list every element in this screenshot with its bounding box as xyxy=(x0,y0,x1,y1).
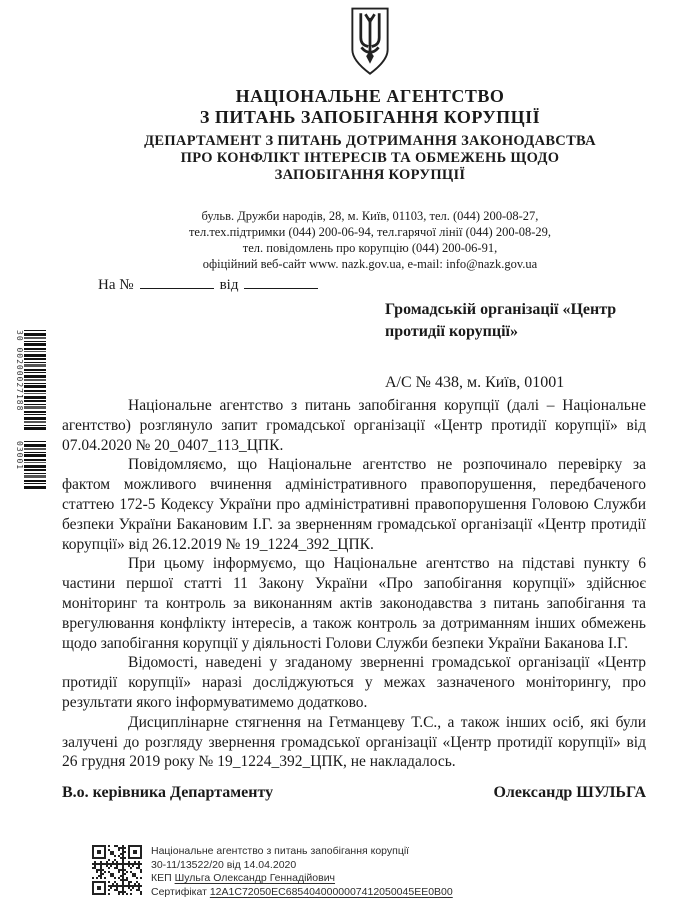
contact-hotline-line: тел. повідомлень про корупцію (044) 200-06-91, xyxy=(242,241,498,255)
stamp-kep-label: КЕП xyxy=(151,872,172,884)
agency-title-line1: НАЦІОНАЛЬНЕ АГЕНТСТВО xyxy=(235,86,505,106)
body-paragraph-2: Повідомляємо, що Національне агентство не розпочинало перевірку за фактом можливого вчинення адміністративного правопорушення, передбаченого статтею 172-5 Кодексу України про адміністративні правопорушення Головою Служби безпеки України Бакановим І.Г. за зверненням громадської організації «Центр протидії корупції» від 26.12.2019 № 19_1224_392_ЦПК. xyxy=(62,456,646,553)
stamp-agency-line: Національне агентство з питань запобігання корупції xyxy=(151,845,410,857)
body-paragraph-4: Відомості, наведені у згаданому зверненні громадської організації «Центр протидії корупції» наразі досліджуються у межах зазначеного моніторингу, про результати якого інформуватимемо додатково. xyxy=(62,654,646,711)
ukraine-trident-emblem xyxy=(50,6,690,78)
barcode-upper-bars xyxy=(24,330,46,432)
registration-barcode xyxy=(14,330,48,490)
contact-info xyxy=(50,208,690,272)
stamp-certificate-label: Сертифікат xyxy=(151,885,207,898)
reference-date-label: від xyxy=(219,277,239,293)
stamp-certificate-line xyxy=(151,886,453,900)
agency-title xyxy=(50,86,690,128)
body-paragraph-1: Національне агентство з питань запобігання корупції (далі – Національне агентство) розглянуло запит громадської організації «Центр протидії корупції» від 07.04.2020 № 20_0407_113_ЦПК. xyxy=(62,397,646,454)
stamp-kep-line xyxy=(151,872,453,886)
department-title xyxy=(50,133,690,184)
stamp-registration-line: 30-11/13522/20 від 14.04.2020 xyxy=(151,858,297,871)
stamp-certificate-value: 12A1C72050EC6854040000007412050045EE0B00 xyxy=(209,885,453,898)
body-paragraph-5: Дисциплінарне стягнення на Гетманцеву Т.С., а також інших осіб, які були залучені до розгляду звернення громадської організації «Центр протидії корупції» від 26 грудня 2019 року № 19_1224_392_ЦПК, не накладалось. xyxy=(62,713,646,771)
recipient-block xyxy=(385,299,643,394)
reference-line xyxy=(98,274,324,294)
department-title-line1: ДЕПАРТАМЕНТ З ПИТАНЬ ДОТРИМАННЯ ЗАКОНОДАВСТВА xyxy=(144,133,596,149)
signature-row xyxy=(62,784,646,802)
reference-number-blank-field xyxy=(140,274,214,289)
barcode-upper-segment xyxy=(14,330,48,432)
stamp-signer-name: Шульга Олександр Геннадійович xyxy=(174,872,336,884)
recipient-address: А/С № 438, м. Київ, 01001 xyxy=(385,374,565,391)
barcode-lower-bars xyxy=(24,441,46,490)
reference-date-blank-field xyxy=(244,274,318,289)
contact-phones-line: тел.тех.підтримки (044) 200-06-94, тел.гарячої лінії (044) 200-08-29, xyxy=(188,225,552,239)
department-title-line2: ПРО КОНФЛІКТ ІНТЕРЕСІВ ТА ОБМЕЖЕНЬ ЩОДО xyxy=(180,150,560,166)
contact-web-email-line: офіційний веб-сайт www. nazk.gov.ua, e-mail: info@nazk.gov.ua xyxy=(202,257,538,271)
signer-name: Олександр ШУЛЬГА xyxy=(493,784,646,801)
qr-code-icon xyxy=(92,845,142,895)
recipient-name: Громадській організації «Центр протидії корупції» xyxy=(385,301,617,340)
barcode-upper-digits: 30 00200027188 xyxy=(15,330,24,412)
barcode-lower-segment xyxy=(14,441,48,490)
reference-number-label: На № xyxy=(98,277,134,293)
e-signature-stamp xyxy=(92,845,453,899)
department-title-line3: ЗАПОБІГАННЯ КОРУПЦІЇ xyxy=(274,167,466,183)
agency-title-line2: З ПИТАНЬ ЗАПОБІГАННЯ КОРУПЦІЇ xyxy=(199,107,541,127)
body-paragraph-3: При цьому інформуємо, що Національне агентство на підставі пункту 6 частини першої статті 11 Закону України «Про запобігання корупції» здійснює моніторинг та контроль за виконанням актів законодавства з питань запобігання та врегулювання конфлікту інтересів, а також контроль за дотриманням інших обмежень щодо запобігання корупції у діяльності Голови Служби безпеки України Баканова І.Г. xyxy=(62,555,646,652)
stamp-text xyxy=(151,845,453,899)
letter-body xyxy=(62,396,646,772)
letterhead xyxy=(50,6,690,272)
barcode-lower-digits: 03001 xyxy=(15,441,24,471)
signer-position: В.о. керівника Департаменту xyxy=(62,784,274,801)
contact-address-line: бульв. Дружби народів, 28, м. Київ, 01103, тел. (044) 200-08-27, xyxy=(201,209,539,223)
